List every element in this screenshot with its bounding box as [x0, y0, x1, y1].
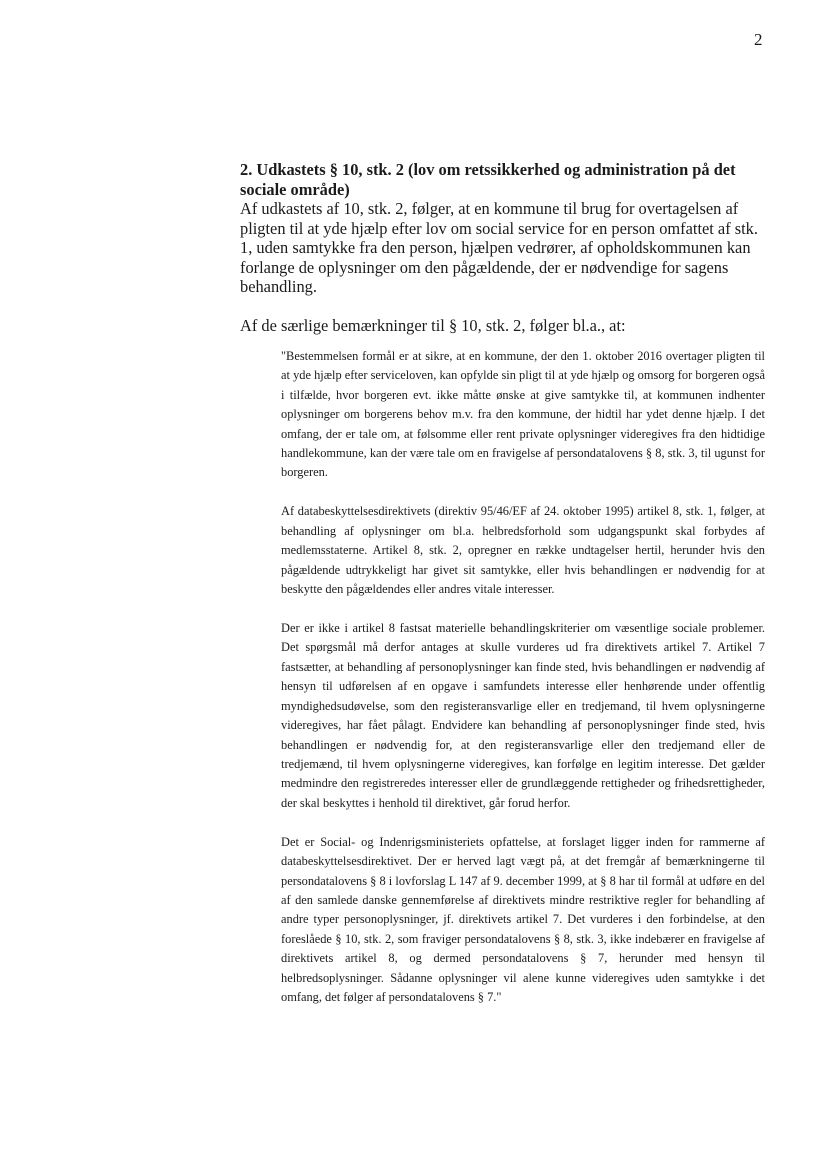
- quote-paragraph: Det er Social- og Indenrigsministeriets opfattelse, at forslaget ligger inden for rammerne af databeskyttelsesdirektivet. Der er herved lagt vægt på, at det fremgår af bemærkningerne til persondatalovens § 8 i lovforslag L 147 af 9. december 1999, at § 8 har til formål at udføre en del af den samlede danske gennemførelse af direktivets mindre restriktive regler for behandling af andre typer personoplysninger, jf. direktivets artikel 7. Det vurderes i den forbindelse, at den foreslåede § 10, stk. 2, som fraviger persondatalovens § 8, stk. 3, ikke indebærer en fravigelse af direktivets artikel 8, og dermed persondatalovens § 7, herunder med hensyn til helbredsoplysninger. Sådanne oplysninger vil alene kunne videregives uden samtykke i det omfang, det følger af persondatalovens § 7.": [281, 834, 765, 1004]
- block-quote: [281, 347, 765, 1027]
- page-number: 2: [754, 30, 763, 49]
- quote-paragraph: Der er ikke i artikel 8 fastsat materielle behandlingskriterier om væsentlige sociale problemer. Det spørgsmål må derfor antages at skulle vurderes ud fra direktivets artikel 7. Artikel 7 fastsætter, at behandling af personoplysninger kan finde sted, hvis behandlingen er nødvendig af hensyn til udførelsen af en opgave i samfundets interesse eller henhørende under offentlig myndighedsudøvelse, som den registeransvarlige eller en tredjemand, til hvem oplysningerne videregives, har fået pålagt. Endvidere kan behandling af personoplysninger finde sted, hvis behandlingen er nødvendig for, at den registeransvarlige eller den tredjemand eller de tredjemænd, til hvem oplysningerne videregives, kan forfølge en legitim interesse. Det gælder medmindre den registreredes interesser eller de grundlæggende rettigheder og frihedsrettigheder, der skal beskyttes i henhold til direktivet, går forud herfor.: [281, 621, 765, 810]
- quote-paragraph: Af databeskyttelsesdirektivets (direktiv 95/46/EF af 24. oktober 1995) artikel 8, stk. 1, følger, at behandling af oplysninger om bl.a. helbredsforhold som udgangspunkt skal forbydes af medlemsstaterne. Artikel 8, stk. 2, opregner en række undtagelser hertil, herunder hvis den pågældende udtrykkeligt har givet sit samtykke, eller hvis behandlingen er nødvendig for at beskytte den pågældendes eller andres vitale interesser.: [281, 504, 765, 597]
- section-heading: 2. Udkastets § 10, stk. 2 (lov om retssikkerhed og administration på det sociale område): [240, 160, 736, 199]
- quote-paragraph: "Bestemmelsen formål er at sikre, at en kommune, der den 1. oktober 2016 overtager pligten til at yde hjælp efter serviceloven, kan opfylde sin pligt til at yde hjælp og omsorg for borgeren også i tilfælde, hvor borgeren evt. ikke måtte ønske at give samtykke til, at kommunen indhenter oplysninger om borgerens behov m.v. fra den kommune, der hidtil har ydet denne hjælp. I det omfang, der er tale om, at følsomme eller rent private oplysninger videregives fra den hidtidige handlekommune, kan der være tale om en fravigelse af persondatalovens § 8, stk. 3, til ugunst for borgeren.: [281, 349, 765, 480]
- section-intro: Af de særlige bemærkninger til § 10, stk. 2, følger bl.a., at:: [240, 316, 626, 335]
- main-section: [240, 160, 760, 335]
- section-body: Af udkastets af 10, stk. 2, følger, at en kommune til brug for overtagelsen af pligten til at yde hjælp efter lov om social service for en person omfattet af stk. 1, uden samtykke fra den person, hjælpen vedrører, af opholdskommunen kan forlange de oplysninger om den pågældende, der er nødvendige for sagens behandling.: [240, 199, 758, 296]
